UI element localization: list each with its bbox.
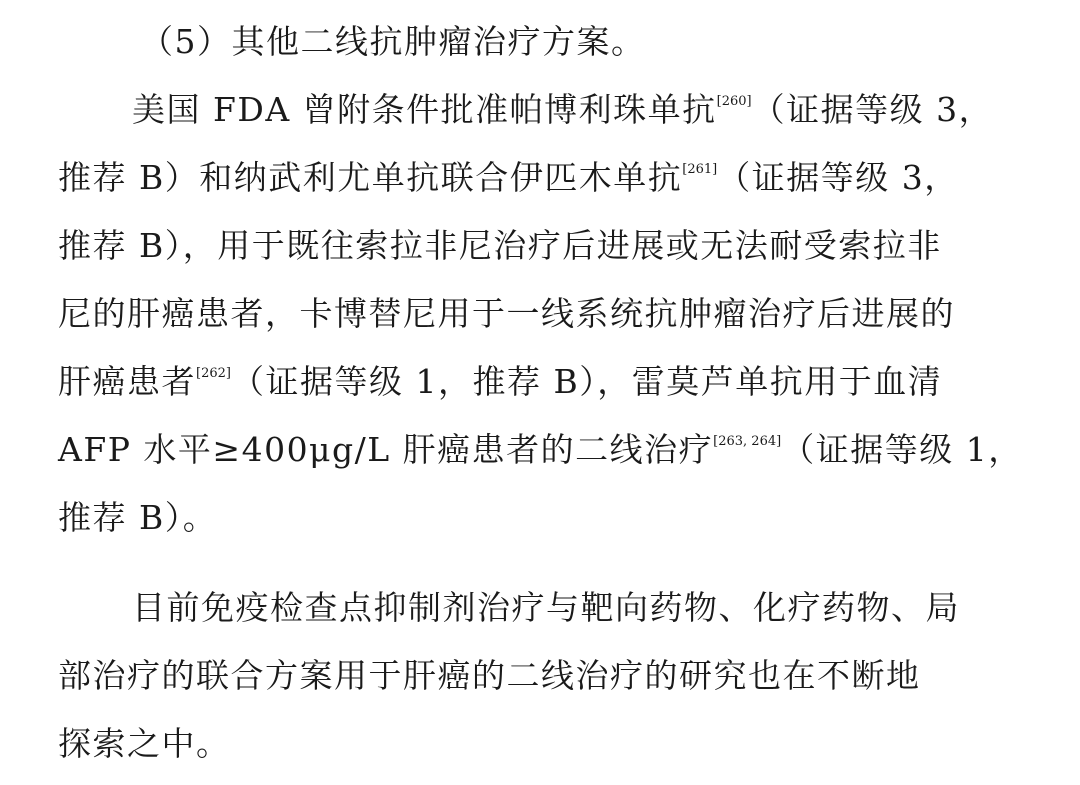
- citation-ref: [261]: [682, 162, 718, 177]
- paragraph1-line3: [58, 226, 942, 266]
- paragraph2-line1: [132, 588, 960, 628]
- paragraph1-line6: [58, 430, 1023, 470]
- citation-ref: [260]: [716, 94, 752, 109]
- paragraph-text: 尼的肝癌患者，卡博替尼用于一线系统抗肿瘤治疗后进展的: [58, 294, 955, 333]
- paragraph1-line7: [58, 498, 217, 538]
- paragraph-text: AFP 水平≥400μg/L 肝癌患者的二线治疗: [58, 430, 714, 469]
- paragraph-text: 肝癌患者: [58, 362, 196, 401]
- paragraph2-line3: [58, 724, 231, 764]
- paragraph-text: 目前免疫检查点抑制剂治疗与靶向药物、化疗药物、局: [132, 588, 960, 627]
- paragraph-text: 推荐 B），用于既往索拉非尼治疗后进展或无法耐受索拉非: [58, 226, 942, 265]
- paragraph1-line4: [58, 294, 955, 334]
- paragraph-text: （证据等级 3，: [751, 90, 994, 129]
- paragraph1-line2: [58, 158, 959, 198]
- paragraph-text: 推荐 B）和纳武利尤单抗联合伊匹木单抗: [58, 158, 683, 197]
- paragraph-text: （证据等级 3，: [717, 158, 959, 197]
- section-heading-text: （5）其他二线抗肿瘤治疗方案。: [140, 22, 646, 61]
- citation-ref: [263, 264]: [713, 434, 782, 449]
- paragraph1-line1: [132, 90, 993, 130]
- citation-ref: [262]: [196, 366, 231, 381]
- paragraph-text: 推荐 B）。: [58, 498, 218, 537]
- paragraph-text: 探索之中。: [58, 724, 231, 763]
- section-heading: [140, 22, 646, 62]
- paragraph-text: 美国 FDA 曾附条件批准帕博利珠单抗: [132, 90, 717, 129]
- paragraph1-line5: [58, 362, 942, 402]
- paragraph-text: （证据等级 1，推荐 B），雷莫芦单抗用于血清: [230, 362, 943, 401]
- paragraph-text: 部治疗的联合方案用于肝癌的二线治疗的研究也在不断地: [58, 656, 921, 695]
- paragraph2-line2: [58, 656, 921, 696]
- paragraph-text: （证据等级 1，: [781, 430, 1023, 469]
